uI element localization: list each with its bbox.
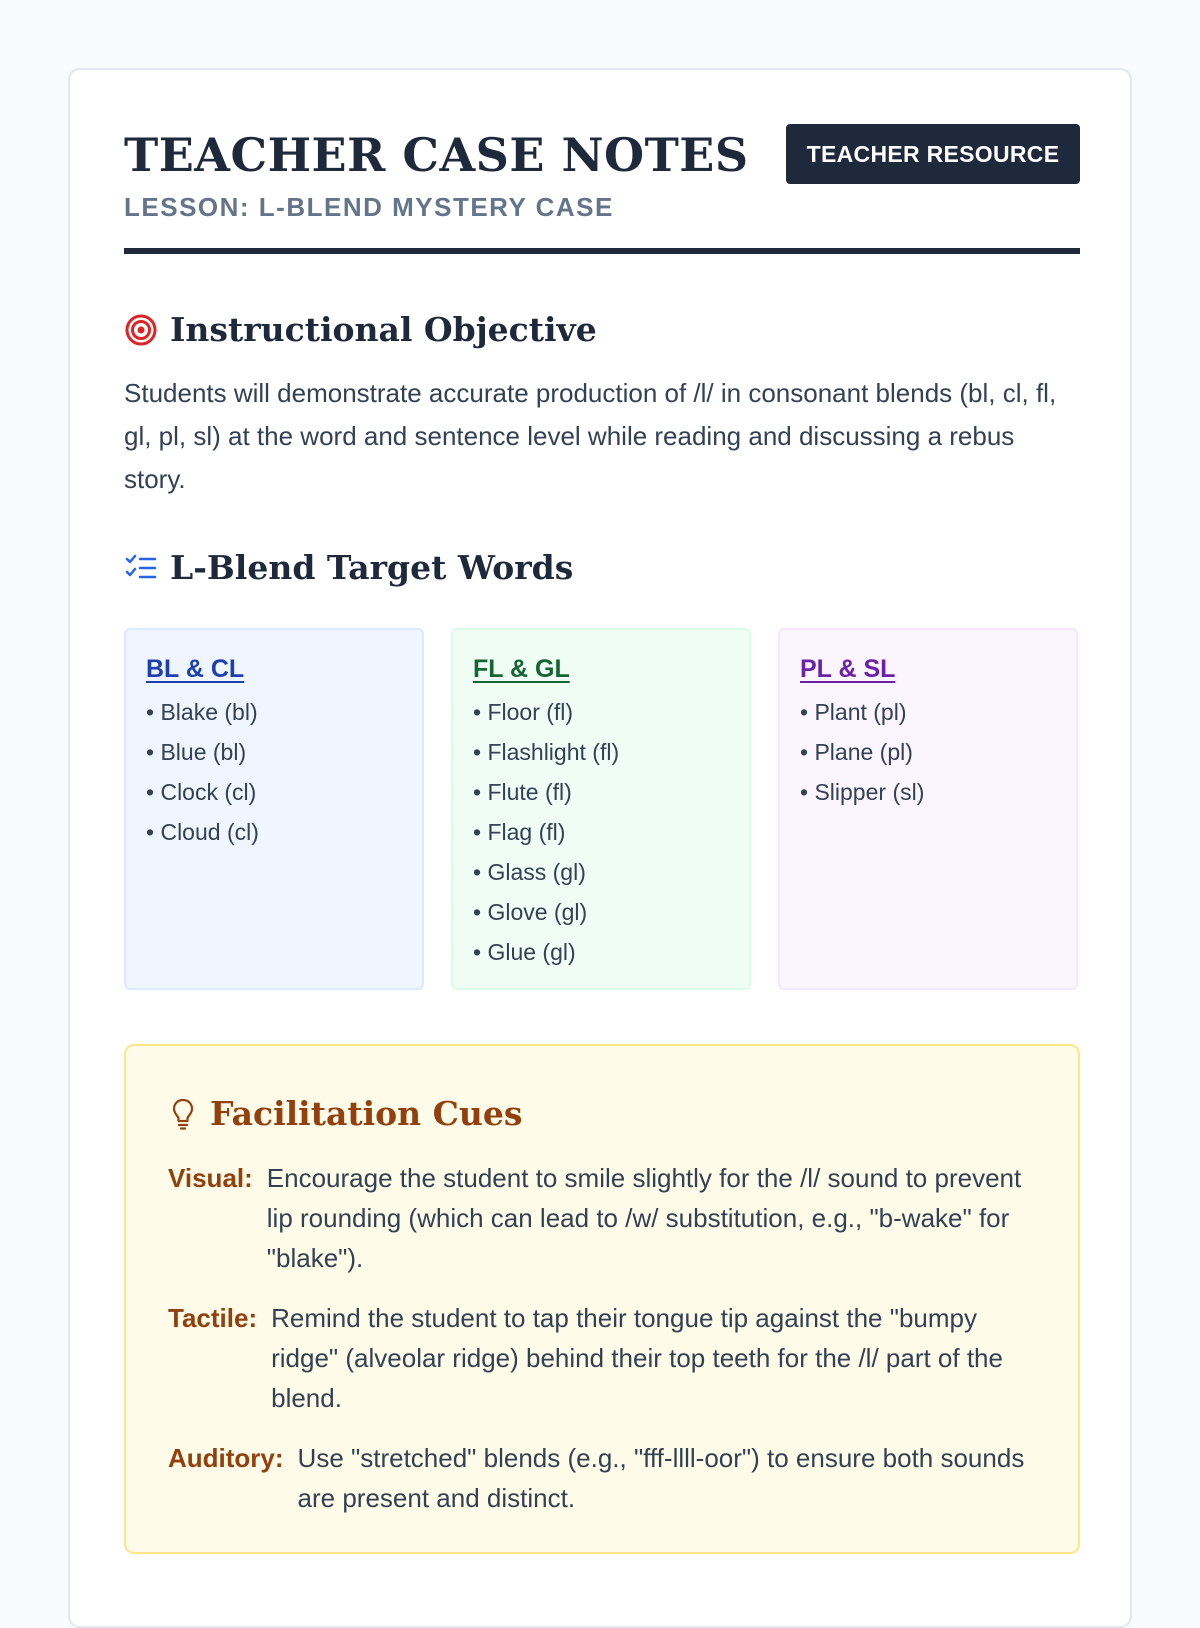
word-column-bl-cl	[124, 628, 424, 990]
target-icon	[124, 313, 158, 347]
lesson-subtitle: LESSON: L-BLEND MYSTERY CASE	[124, 192, 614, 222]
list-item: • Flag (fl)	[473, 812, 729, 852]
page-header	[124, 124, 1080, 254]
cue-label: Tactile:	[168, 1303, 258, 1333]
column-title: FL & GL	[473, 655, 570, 683]
cue-label: Auditory:	[168, 1443, 284, 1473]
list-item: • Blake (bl)	[146, 692, 402, 732]
objective-heading	[124, 310, 597, 349]
list-item: • Clock (cl)	[146, 772, 402, 812]
objective-title: Instructional Objective	[170, 310, 597, 349]
cues-title: Facilitation Cues	[210, 1094, 523, 1133]
facilitation-cues-box	[124, 1044, 1080, 1554]
list-item: • Glove (gl)	[473, 892, 729, 932]
teacher-resource-badge: TEACHER RESOURCE	[786, 124, 1080, 184]
list-item: • Plant (pl)	[800, 692, 1056, 732]
objective-text: Students will demonstrate accurate production of /l/ in consonant blends (bl, cl, fl, gl, pl, sl) at the word and sentence level while reading and discussing a rebus story.	[124, 378, 1057, 494]
list-item: • Plane (pl)	[800, 732, 1056, 772]
list-item: • Flashlight (fl)	[473, 732, 729, 772]
list-item: • Cloud (cl)	[146, 812, 402, 852]
word-column-fl-gl	[451, 628, 751, 990]
cue-text: Remind the student to tap their tongue tip against the "bumpy ridge" (alveolar ridge) behind their top teeth for the /l/ part of the blend.	[271, 1303, 1003, 1413]
column-title: BL & CL	[146, 655, 245, 683]
target-words-title: L-Blend Target Words	[170, 548, 574, 587]
lightbulb-icon	[168, 1097, 198, 1131]
page-title: TEACHER CASE NOTES	[124, 128, 749, 182]
checklist-icon	[124, 551, 158, 585]
list-item: • Blue (bl)	[146, 732, 402, 772]
list-item: • Slipper (sl)	[800, 772, 1056, 812]
list-item: • Flute (fl)	[473, 772, 729, 812]
word-column-pl-sl	[778, 628, 1078, 990]
cue-tactile	[168, 1298, 1048, 1418]
list-item: • Glue (gl)	[473, 932, 729, 972]
list-item: • Floor (fl)	[473, 692, 729, 732]
list-item: • Glass (gl)	[473, 852, 729, 892]
cue-auditory	[168, 1438, 1048, 1518]
column-title: PL & SL	[800, 655, 896, 683]
cue-text: Use "stretched" blends (e.g., "fff-llll-oor") to ensure both sounds are present and distinct.	[297, 1443, 1025, 1513]
target-words-heading	[124, 548, 573, 587]
cue-label: Visual:	[168, 1163, 253, 1193]
cue-visual	[168, 1158, 1048, 1278]
cue-text: Encourage the student to smile slightly for the /l/ sound to prevent lip rounding (which can lead to /w/ substitution, e.g., "b-wake" for "blake").	[266, 1163, 1022, 1273]
cues-heading	[168, 1094, 522, 1133]
